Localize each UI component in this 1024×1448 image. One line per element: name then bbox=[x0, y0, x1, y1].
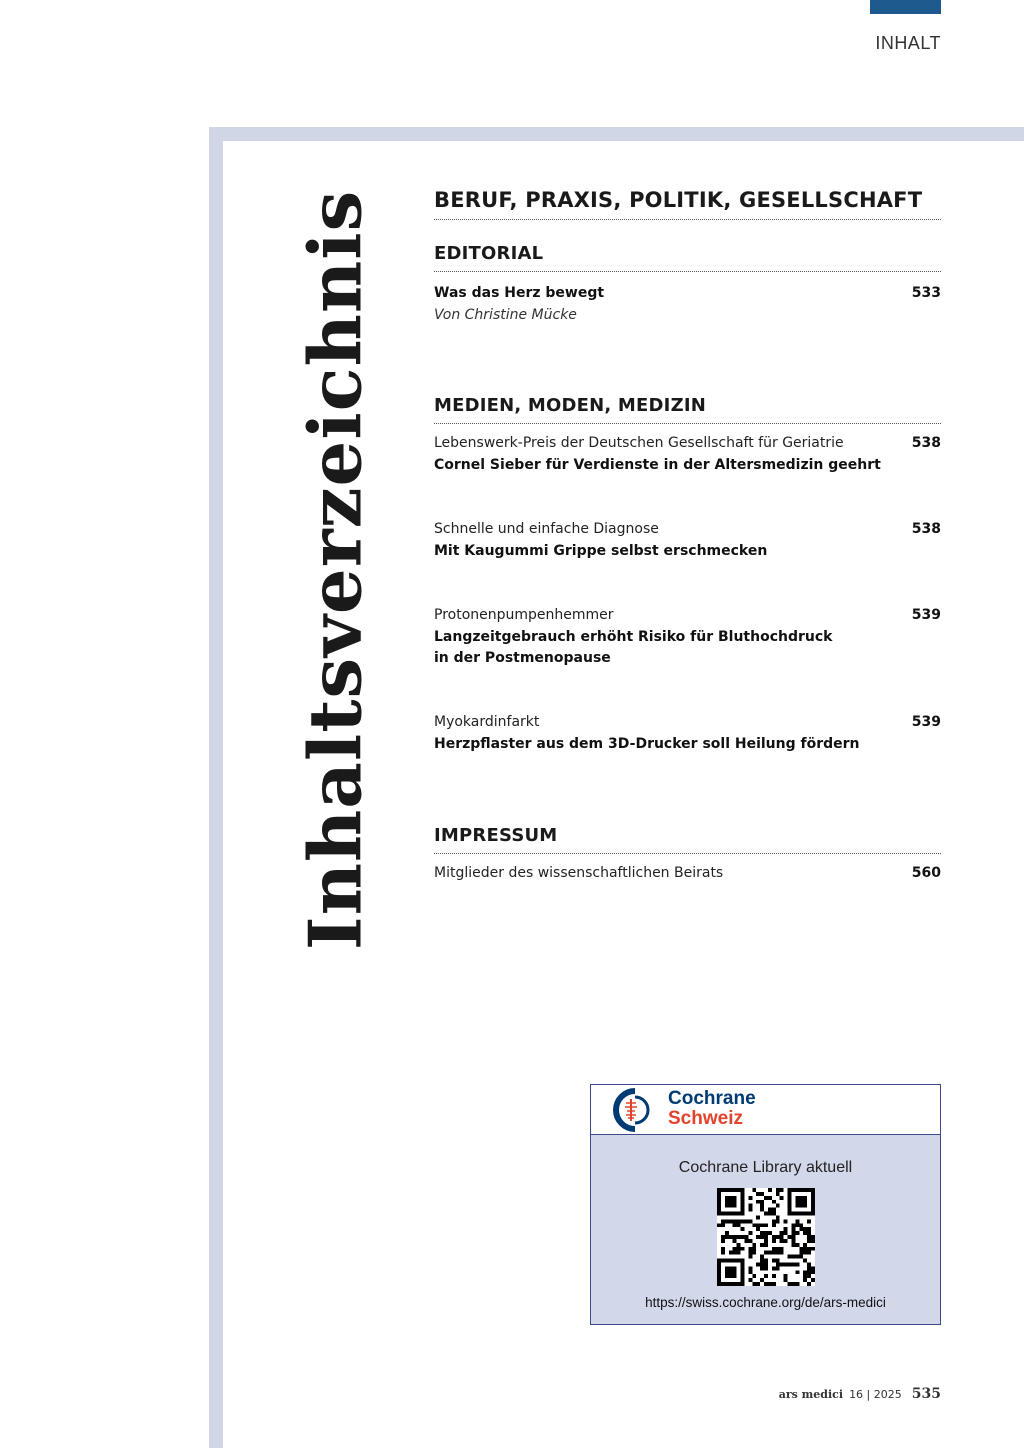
section-impressum bbox=[434, 825, 941, 854]
toc-main-heading: BERUF, PRAXIS, POLITIK, GESELLSCHAFT bbox=[434, 188, 941, 220]
section-label: INHALT bbox=[875, 33, 941, 53]
section-heading: MEDIEN, MODEN, MEDIZIN bbox=[434, 395, 941, 424]
toc-main-heading-block bbox=[434, 188, 941, 220]
entry-kicker: Lebenswerk-Preis der Deutschen Gesellschaft für Geriatrie bbox=[434, 435, 844, 451]
entry-title: Herzpflaster aus dem 3D-Drucker soll Heilung fördern bbox=[434, 735, 860, 752]
toc-entry[interactable] bbox=[434, 605, 941, 670]
toc-entry[interactable] bbox=[434, 283, 941, 326]
entry-page: 538 bbox=[911, 435, 941, 451]
entry-page: 539 bbox=[911, 714, 941, 730]
toc-entry[interactable] bbox=[434, 433, 941, 476]
entry-kicker: Schnelle und einfache Diagnose bbox=[434, 521, 659, 537]
toc-entry[interactable] bbox=[434, 863, 941, 885]
toc-entry[interactable] bbox=[434, 712, 941, 755]
cochrane-logo bbox=[591, 1085, 940, 1135]
entry-kicker: Mitglieder des wissenschaftlichen Beirats bbox=[434, 865, 724, 881]
footer-journal: ars medici bbox=[778, 1388, 844, 1401]
toc-entry[interactable] bbox=[434, 519, 941, 562]
page-title: Inhaltsverzeichnis bbox=[292, 189, 378, 951]
entry-author: Von Christine Mücke bbox=[434, 306, 577, 323]
section-editorial bbox=[434, 243, 941, 272]
entry-title-line2: in der Postmenopause bbox=[434, 650, 611, 666]
entry-page: 533 bbox=[911, 285, 941, 301]
logo-line1: Cochrane bbox=[668, 1088, 756, 1109]
section-medien bbox=[434, 395, 941, 424]
cochrane-box bbox=[590, 1084, 941, 1325]
logo-line2: Schweiz bbox=[668, 1108, 743, 1129]
entry-page: 538 bbox=[911, 521, 941, 537]
entry-title: Was das Herz bewegt bbox=[434, 285, 605, 301]
entry-kicker: Protonenpumpenhemmer bbox=[434, 607, 614, 623]
entry-page: 560 bbox=[911, 865, 941, 881]
library-label: Cochrane Library aktuell bbox=[678, 1159, 853, 1176]
footer-page-number: 535 bbox=[911, 1386, 941, 1402]
section-heading: IMPRESSUM bbox=[434, 825, 941, 854]
cochrane-url-link[interactable]: https://swiss.cochrane.org/de/ars-medici bbox=[645, 1295, 886, 1310]
page-footer bbox=[779, 1386, 941, 1402]
frame-left-bar bbox=[209, 127, 223, 1448]
cochrane-logo-icon bbox=[611, 1087, 659, 1133]
top-color-tab bbox=[870, 0, 941, 14]
entry-title: Cornel Sieber für Verdienste in der Altersmedizin geehrt bbox=[434, 456, 881, 473]
entry-title: Mit Kaugummi Grippe selbst erschmecken bbox=[434, 542, 768, 559]
entry-kicker: Myokardinfarkt bbox=[434, 714, 540, 730]
entry-title-line1: Langzeitgebrauch erhöht Risiko für Bluthochdruck bbox=[434, 628, 833, 645]
frame-top-bar bbox=[209, 127, 1024, 141]
footer-issue: 16 | 2025 bbox=[849, 1388, 902, 1401]
qr-code-icon[interactable] bbox=[717, 1188, 815, 1286]
entry-page: 539 bbox=[911, 607, 941, 623]
section-heading: EDITORIAL bbox=[434, 243, 941, 272]
